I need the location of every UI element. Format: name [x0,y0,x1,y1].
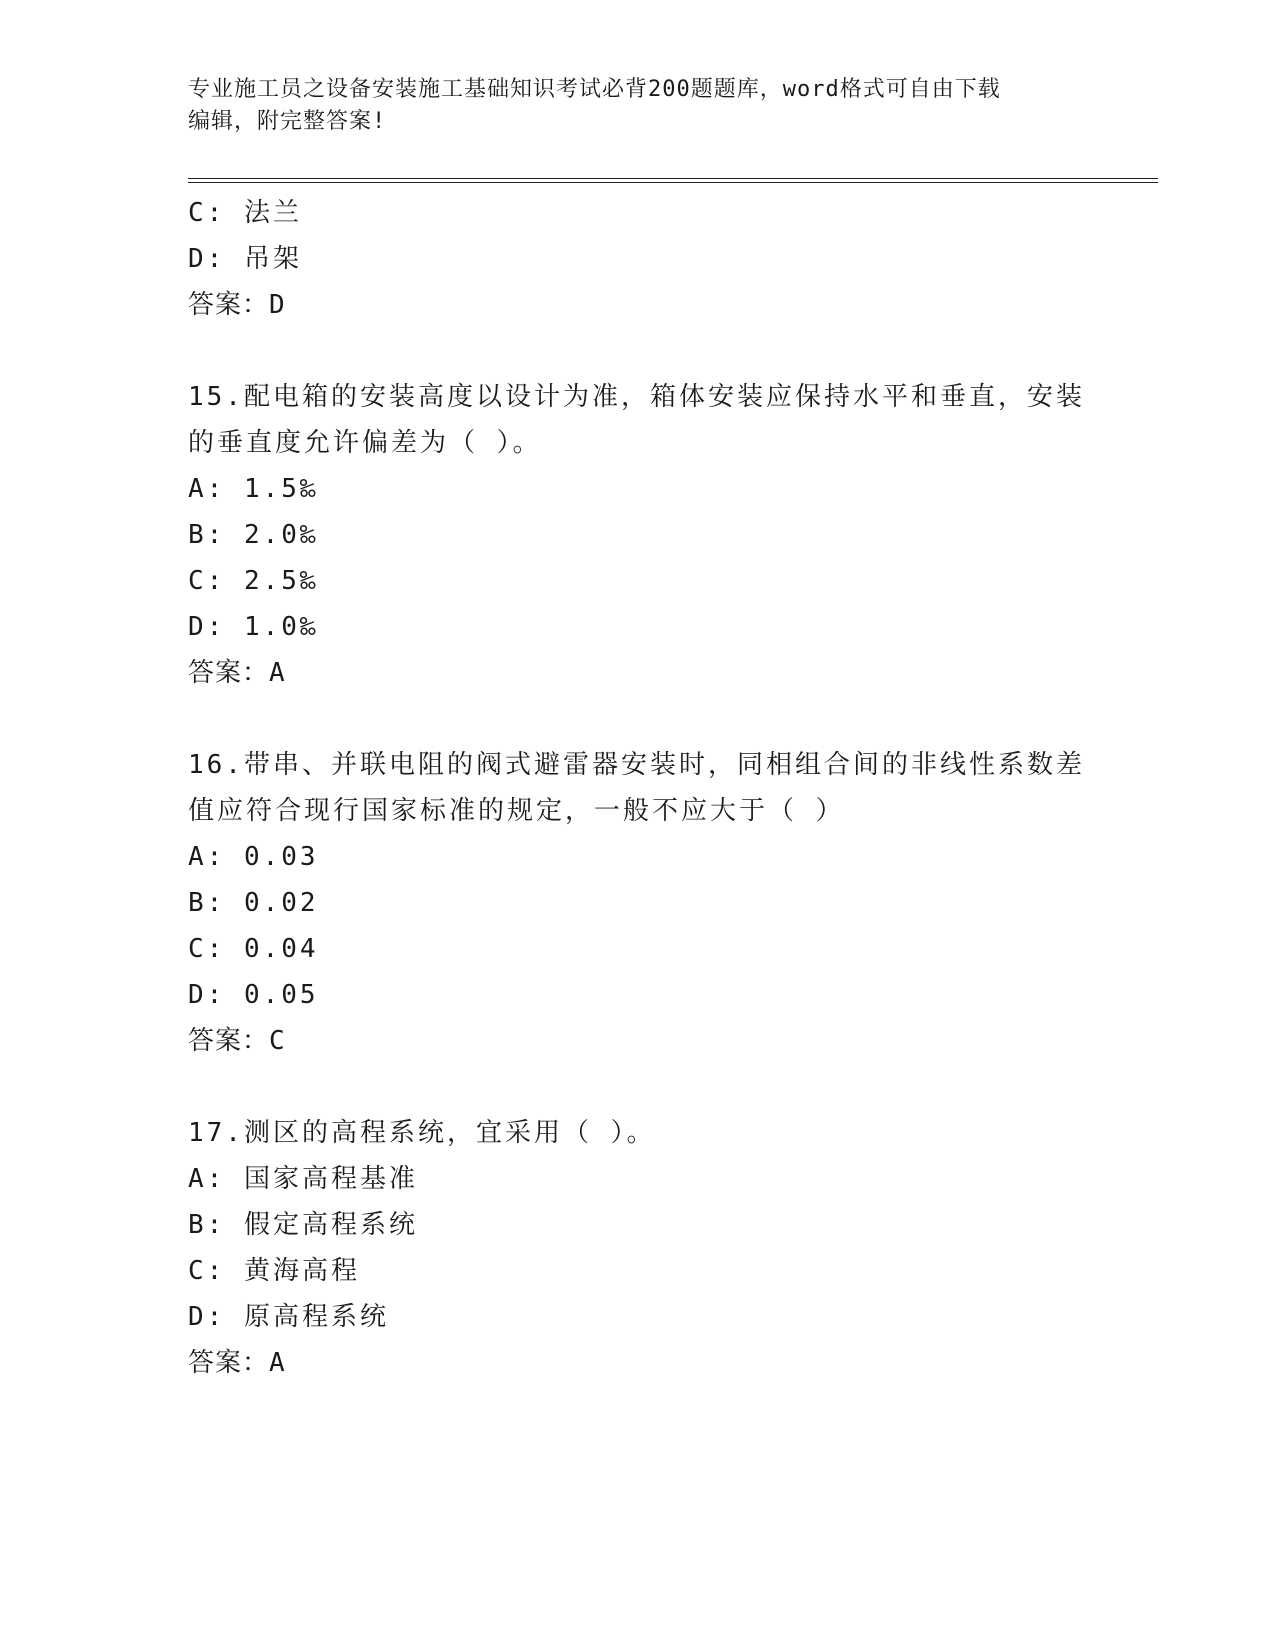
option-b: B: 0.02 [188,888,319,918]
option-a: A: 1.5‰ [188,474,319,504]
answer: 答案：A [188,1348,286,1378]
question-stem-line: 17.测区的高程系统，宜采用（ ）。 [188,1118,656,1148]
option-d: D: 原高程系统 [188,1302,389,1332]
option-d: D: 吊架 [188,244,302,274]
option-d: D: 1.0‰ [188,612,319,642]
option-c: C: 黄海高程 [188,1256,360,1286]
header-line-2: 编辑，附完整答案! [188,109,387,134]
question-stem-line: 值应符合现行国家标准的规定，一般不应大于（ ） [188,796,845,826]
page-header [188,74,1088,138]
option-b: B: 2.0‰ [188,520,319,550]
option-b: B: 假定高程系统 [188,1210,418,1240]
question-16 [188,742,1088,1064]
option-d: D: 0.05 [188,980,319,1010]
option-c: C: 2.5‰ [188,566,319,596]
question-stem-line: 的垂直度允许偏差为（ ）。 [188,428,542,458]
question-stem-line: 15.配电箱的安装高度以设计为准，箱体安装应保持水平和垂直，安装 [188,382,1085,412]
partial-question [188,190,1088,328]
option-c: C: 法兰 [188,198,302,228]
question-15 [188,374,1088,696]
document-body [188,190,1088,1386]
option-c: C: 0.04 [188,934,319,964]
answer: 答案：A [188,658,286,688]
answer: 答案：C [188,1026,286,1056]
option-a: A: 国家高程基准 [188,1164,418,1194]
option-a: A: 0.03 [188,842,319,872]
header-divider [188,178,1158,183]
answer: 答案：D [188,290,286,320]
question-stem-line: 16.带串、并联电阻的阀式避雷器安装时，同相组合间的非线性系数差 [188,750,1085,780]
header-line-1: 专业施工员之设备安装施工基础知识考试必背200题题库，word格式可自由下载 [188,77,1001,102]
question-17 [188,1110,1088,1386]
